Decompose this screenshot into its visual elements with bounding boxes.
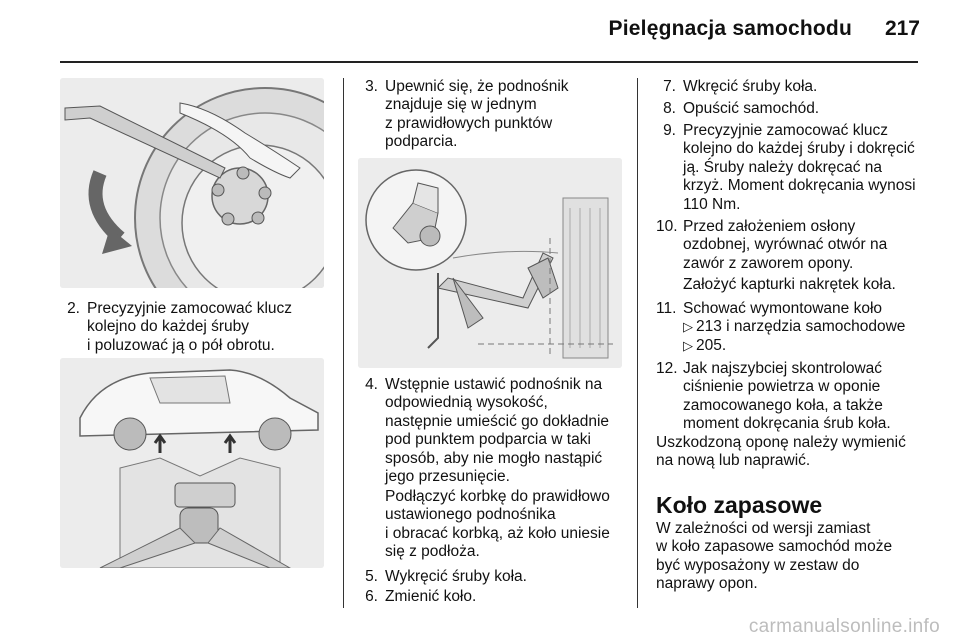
step-number: 6. — [365, 588, 378, 605]
step-5 — [364, 568, 634, 588]
step-11-line1: Schować wymontowane koło — [683, 300, 883, 317]
header-rule — [60, 61, 918, 63]
step-3 — [364, 78, 629, 154]
step-text: Wkręcić śruby koła. — [683, 78, 818, 95]
step-4-note: Podłączyć korbkę do prawidłowo ustawionego podnośnika i obracać korbką, aż koło uniesie się z podłoża. — [385, 488, 610, 561]
step-number: 4. — [365, 376, 378, 393]
step-10-note: Założyć kapturki nakrętek koła. — [683, 276, 896, 293]
column-divider-2 — [637, 78, 638, 608]
step-7 — [656, 78, 946, 98]
step-12 — [656, 360, 946, 436]
step-number: 11. — [656, 300, 677, 317]
page-header — [0, 0, 960, 62]
step-number: 2. — [67, 300, 80, 317]
step-11-line2-suffix: i narzędzia samochodowe — [721, 318, 906, 336]
step-text: Wstępnie ustawić podnośnik na odpowiednią wysokość, następnie umieścić go dokładnie pod punktem podparcia w taki sposób, aby nie mogło nastąpić jego przesunięcie. — [385, 376, 610, 486]
step-text: Wykręcić śruby koła. — [385, 568, 527, 585]
step-number: 9. — [663, 122, 676, 139]
step-2 — [60, 300, 335, 358]
step-11 — [656, 300, 946, 358]
step-text: Opuścić samochód. — [683, 100, 820, 117]
jack-positioning-illustration — [358, 158, 622, 368]
page-number: 217 — [884, 17, 920, 40]
jack-points-illustration — [60, 358, 324, 568]
step-9 — [656, 122, 946, 216]
column-divider-1 — [343, 78, 344, 608]
page-reference-icon: ▷ — [683, 319, 693, 335]
step-6 — [364, 588, 634, 608]
step-text: Zmienić koło. — [385, 588, 477, 605]
page-reference-link[interactable]: 205. — [696, 336, 727, 354]
step-number: 7. — [663, 78, 676, 95]
step-8 — [656, 100, 946, 120]
damaged-tire-note: Uszkodzoną oponę należy wymienić na nową lub naprawić. — [656, 434, 906, 470]
step-text — [683, 300, 946, 355]
step-number: 10. — [656, 218, 678, 235]
step-number: 5. — [365, 568, 378, 585]
step-text: Upewnić się, że podnośnik znajduje się w jednym z prawidłowych punktów podparcia. — [385, 78, 569, 151]
step-number: 3. — [365, 78, 378, 95]
step-number: 8. — [663, 100, 676, 117]
step-text: Jak najszybciej skontrolować ciśnienie powietrza w oponie zamocowanego koła, a także moment dokręcania śrub koła. — [683, 360, 891, 433]
page-reference-link[interactable]: 213 — [696, 318, 722, 336]
step-4 — [364, 376, 634, 490]
watermark: carmanualsonline.info — [748, 616, 940, 637]
step-text: Przed założeniem osłony ozdobnej, wyrównać otwór na zawór z zaworem opony. — [683, 218, 888, 272]
section-text: W zależności od wersji zamiast w koło zapasowe samochód może być wyposażony w zestaw do naprawy opon. — [656, 520, 893, 593]
page-title: Pielęgnacja samochodu — [608, 17, 852, 40]
step-number: 12. — [656, 360, 678, 377]
section-heading: Koło zapasowe — [656, 492, 823, 518]
wheel-wrench-illustration — [60, 78, 324, 288]
page-reference-icon: ▷ — [683, 337, 693, 353]
step-text: Precyzyjnie zamocować klucz kolejno do każdej śruby i poluzować ją o pół obrotu. — [87, 300, 293, 354]
step-text: Precyzyjnie zamocować klucz kolejno do każdej śruby i dokręcić ją. Śruby należy dokręcać na krzyż. Moment dokręcania wynosi 110 Nm. — [683, 122, 916, 213]
step-10 — [656, 218, 946, 276]
